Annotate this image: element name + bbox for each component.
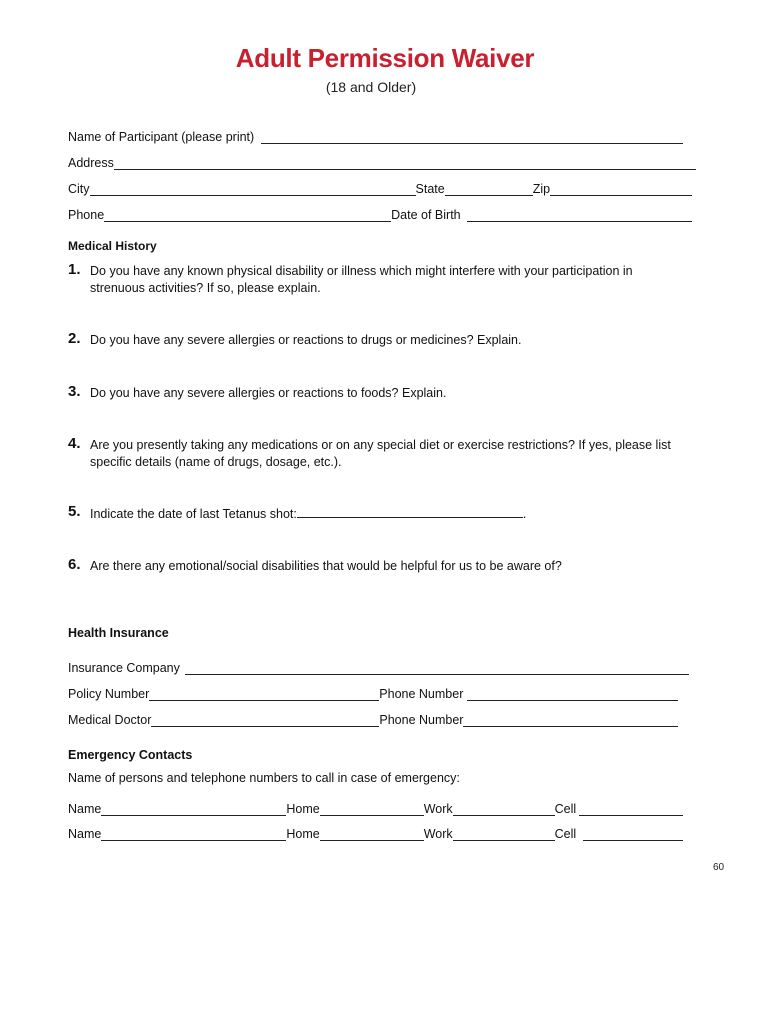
question-number: 6. [68,556,81,573]
health-insurance-heading: Health Insurance [68,626,169,640]
city-state-zip-row [68,179,697,196]
contact-home-field[interactable] [320,802,424,816]
insurance-company-label: Insurance Company [68,661,180,675]
policy-number-field[interactable] [149,687,379,701]
contact-name-label: Name [68,827,102,841]
medical-doctor-field[interactable] [151,713,379,727]
phone-label: Phone [68,208,105,222]
city-label: City [68,182,90,196]
question-text: Do you have any severe allergies or reactions to drugs or medicines? Explain. [90,333,522,347]
address-row [68,153,697,170]
policy-number-label: Policy Number [68,687,150,701]
contact-home-label: Home [286,827,320,841]
contact-work-field[interactable] [453,827,555,841]
tetanus-date-field[interactable] [297,505,523,518]
emergency-contacts-heading: Emergency Contacts [68,748,193,762]
page-subtitle: (18 and Older) [325,79,417,95]
city-field[interactable] [90,182,416,196]
contact-name-field[interactable] [101,802,286,816]
address-field[interactable] [114,156,696,170]
dob-label: Date of Birth [391,208,461,222]
medical-doctor-label: Medical Doctor [68,713,152,727]
question-suffix: . [522,507,527,521]
doctor-row [68,710,697,727]
state-field[interactable] [445,182,533,196]
emergency-instructions: Name of persons and telephone numbers to call in case of emergency: [68,771,460,785]
doctor-phone-field[interactable] [463,713,678,727]
phone-dob-row [68,205,697,222]
question-text: Do you have any severe allergies or reactions to foods? Explain. [90,386,447,400]
contact-work-field[interactable] [453,802,555,816]
insurance-company-row [68,658,697,675]
contact-work-label: Work [423,827,453,841]
contact-cell-field[interactable] [583,827,683,841]
contact-home-field[interactable] [320,827,424,841]
participant-name-label: Name of Participant (please print) [68,130,255,144]
question-text: Are there any emotional/social disabilities that would be helpful for us to be aware of? [90,559,562,573]
question-number: 4. [68,435,81,452]
address-label: Address [68,156,114,170]
insurance-phone-label: Phone Number [379,687,464,701]
question-number: 3. [68,383,81,400]
question-number: 5. [68,503,81,520]
contact-name-field[interactable] [101,827,286,841]
policy-row [68,684,697,701]
question-text: Do you have any known physical disability or illness which might interfere with your participation in strenuous activities? If so, please explain. [90,264,633,295]
contact-cell-label: Cell [554,827,577,841]
state-label: State [415,182,445,196]
question-number: 2. [68,330,81,347]
question-text: Are you presently taking any medications or on any special diet or exercise restrictions? If yes, please list specific details (name of drugs, dosage, etc.). [90,438,671,469]
contact-work-label: Work [423,802,453,816]
zip-label: Zip [532,182,551,196]
emergency-contact-row [68,799,697,816]
insurance-company-field[interactable] [185,661,689,675]
doctor-phone-label: Phone Number [379,713,464,727]
phone-field[interactable] [104,208,391,222]
page-title: Adult Permission Waiver [235,43,535,73]
medical-history-heading: Medical History [68,239,157,253]
participant-name-field[interactable] [261,130,683,144]
contact-cell-field[interactable] [579,802,683,816]
page-number: 60 [713,862,725,873]
participant-name-row [68,127,697,144]
dob-field[interactable] [467,208,692,222]
question-text-wrap [90,505,680,523]
question-number: 1. [68,261,81,278]
question-text: Indicate the date of last Tetanus shot: [90,507,297,521]
contact-cell-label: Cell [554,802,577,816]
contact-name-label: Name [68,802,102,816]
contact-home-label: Home [286,802,320,816]
insurance-phone-field[interactable] [467,687,678,701]
zip-field[interactable] [550,182,692,196]
emergency-contact-row [68,824,697,841]
